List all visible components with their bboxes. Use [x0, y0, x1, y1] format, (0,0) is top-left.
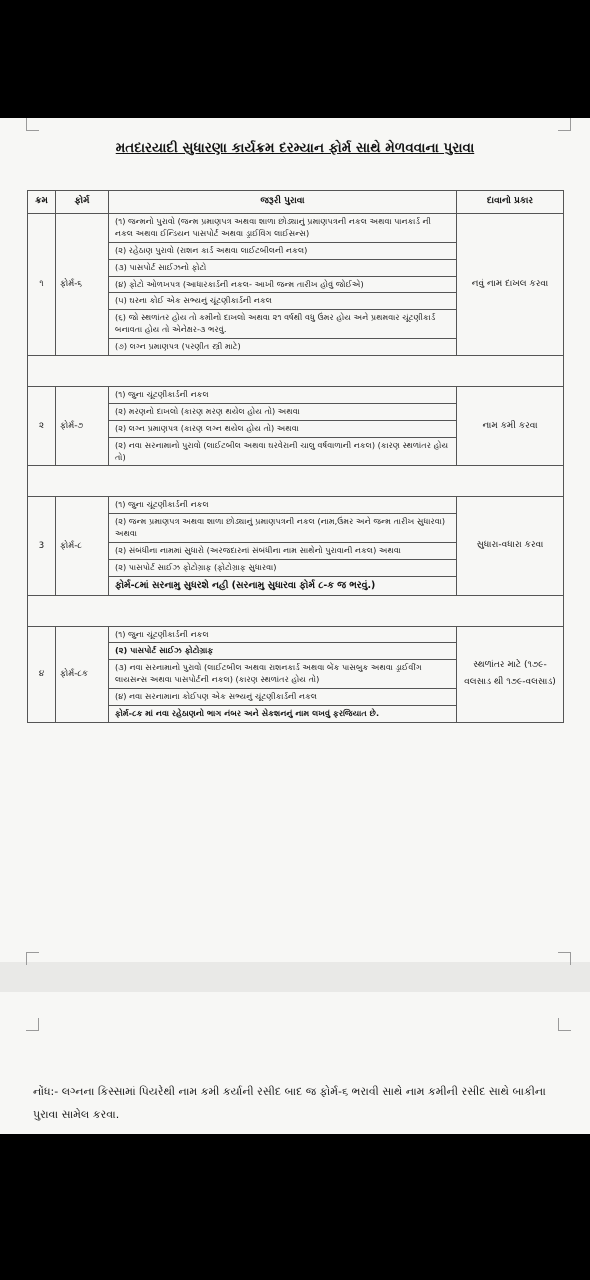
doc-item: (૨) સંબંધીના નામમાં સુધારો (અરજદારનાં સંબંધીના નામ સાથેનો પુરાવાની નકલ) અથવા: [109, 543, 456, 560]
row-claim-type: નવું નામ દાખલ કરવા: [457, 214, 564, 356]
table-header-row: [28, 191, 564, 214]
page-separator: [0, 962, 590, 992]
doc-item: (૪) ફોટો ઓળખપત્ર (આધારકાર્ડની નકલ- આખી જન્મ તારીખ હોવું જોઈએ): [109, 277, 456, 294]
doc-item: (૧) જુના ચૂંટણીકાર્ડની નકલ: [109, 497, 456, 514]
row-docs: [109, 497, 457, 595]
row-sn: ૪: [28, 626, 56, 722]
doc-item: (૭) લગ્ન પ્રમાણપત્ર (પરણીત સ્ત્રી માટે): [115, 341, 241, 352]
spacer-row: [28, 356, 564, 387]
row-sn: ૨: [28, 387, 56, 466]
table-row: [28, 497, 564, 595]
row-docs: [109, 387, 457, 466]
doc-item: (૧) જન્મનો પુરાવો (જન્મ પ્રમાણપત્ર અથવા શાળા છોડ્યાનું પ્રમાણપત્રની નકલ અથવા પાનકાર્ડ ની નકલ અથવા ઈન્ડિયન પાસપોર્ટ અથવા ડ્રાઈવિંગ લાઈસન્સ): [109, 214, 456, 243]
row-claim-type: નામ કમી કરવા: [457, 387, 564, 466]
doc-item: (૪) નવા સરનામાના કોઈપણ એક સભ્યનું ચૂંટણીકાર્ડની નકલ: [109, 689, 456, 706]
row-claim-type: સુધારા-વધારા કરવા: [457, 497, 564, 595]
row-sn: ૧: [28, 214, 56, 356]
page-corner-mark: [26, 118, 39, 131]
page-corner-mark: [558, 1018, 571, 1031]
document-title: મતદારયાદી સુધારણા કાર્યક્રમ દરમ્યાન ફોર્મ સાથે મેળવવાના પુરાવા: [115, 140, 475, 156]
page-corner-mark: [558, 952, 571, 965]
row-sn: 3: [28, 497, 56, 595]
doc-item: (૨) રહેઠાણ પુરાવો (રાશન કાર્ડ અથવા લાઈટબીલની નકલ): [109, 243, 456, 260]
doc-item: (૧) જુના ચૂંટણીકાર્ડની નકલ: [109, 627, 456, 644]
row-docs: [109, 214, 457, 356]
row-form: ફોર્મ-૮: [56, 497, 109, 595]
row-docs: [109, 626, 457, 722]
doc-item-notice: ફોર્મ-૮માં સરનામુ સુધરશે નહી (સરનામુ સુધારવા ફોર્મ ૮-ક જ ભરવું.): [115, 579, 376, 591]
doc-item: (૫) ઘરના કોઈ એક સભ્યનું ચૂંટણીકાર્ડની નકલ: [109, 293, 456, 310]
doc-item: (૨) જન્મ પ્રમાણપત્ર અથવા શાળા છોડ્યાનું પ્રમાણપત્રની નકલ (નામ,ઉંમર અને જન્મ તારીખ સુધારવા) અથવા: [109, 514, 456, 543]
doc-item: (૨) પાસપોર્ટ સાઈઝ ફોટોગ્રાફ: [109, 643, 456, 660]
doc-item: (૨) નવા સરનામાનો પુરાવો (લાઈટબીલ અથવા ઘરવેરાની ચાલુ વર્ષવાળાની નકલ) (કારણ સ્થળાંતર હોય તો): [115, 439, 449, 462]
table-row: [28, 214, 564, 356]
table-row: [28, 626, 564, 722]
row-form: ફોર્મ-૬: [56, 214, 109, 356]
doc-item: (૨) લગ્ન પ્રમાણપત્ર (કારણ લગ્ન થયેલ હોય તો) અથવા: [109, 421, 456, 438]
header-sn: ક્રમ: [28, 191, 56, 214]
proof-table: [27, 190, 564, 723]
doc-item: (૬) જો સ્થળાંતર હોય તો કમીનો દાખલો અથવા ૨૧ વર્ષથી વધુ ઉંમર હોય અને પ્રથમવાર ચૂંટણીકાર્ડ બનાવતા હોય તો એનેક્ષર-૩ ભરવું.: [109, 310, 456, 339]
spacer-row: [28, 595, 564, 626]
header-docs: જરૂરી પુરાવા: [109, 191, 457, 214]
doc-item: (૧) જુના ચૂંટણીકાર્ડની નકલ: [109, 387, 456, 404]
table-row: [28, 387, 564, 466]
doc-item: (૩) નવા સરનામાનો પુરાવો (લાઈટબીલ અથવા રાશનકાર્ડ અથવા બેંક પાસબુક અથવા ડ્રાઈવીંગ લાયસન્સ અથવા પાસપોર્ટની નકલ) (કારણ સ્થળાંતર હોય તો): [109, 660, 456, 689]
page-corner-mark: [558, 118, 571, 131]
spacer-row: [28, 466, 564, 497]
row-form: ફોર્મ-૭: [56, 387, 109, 466]
row-claim-type: સ્થળાંતર માટે (૧૭૯-વલસાડ થી ૧૭૯-વલસાડ): [457, 626, 564, 722]
doc-item-notice: ફોર્મ-૮ક માં નવા રહેઠાણનો ભાગ નંબર અને સેકશનનું નામ લખવું ફરજિયાત છે.: [115, 708, 380, 718]
doc-item: (૨) મરણનો દાખલો (કારણ મરણ થયેલ હોય તો) અથવા: [109, 404, 456, 421]
header-type: દાવાનો પ્રકાર: [457, 191, 564, 214]
doc-item: (૩) પાસપોર્ટ સાઈઝનો ફોટો: [109, 260, 456, 277]
row-form: ફોર્મ-૮ક: [56, 626, 109, 722]
page-corner-mark: [26, 1018, 39, 1031]
page-corner-mark: [26, 952, 39, 965]
footer-note: નોંધ:- લગ્નના કિસ્સામાં પિયરેથી નામ કમી કર્યાની રસીદ બાદ જ ફોર્મ-૬ ભરાવી સાથે નામ કમીની રસીદ સાથે બાકીના પુરાવા સામેલ કરવા.: [33, 1085, 546, 1122]
doc-item: (૨) પાસપોર્ટ સાઈઝ ફોટોગ્રાફ (ફોટોગ્રાફ સુધારવા): [109, 560, 456, 577]
header-form: ફોર્મ: [56, 191, 109, 214]
